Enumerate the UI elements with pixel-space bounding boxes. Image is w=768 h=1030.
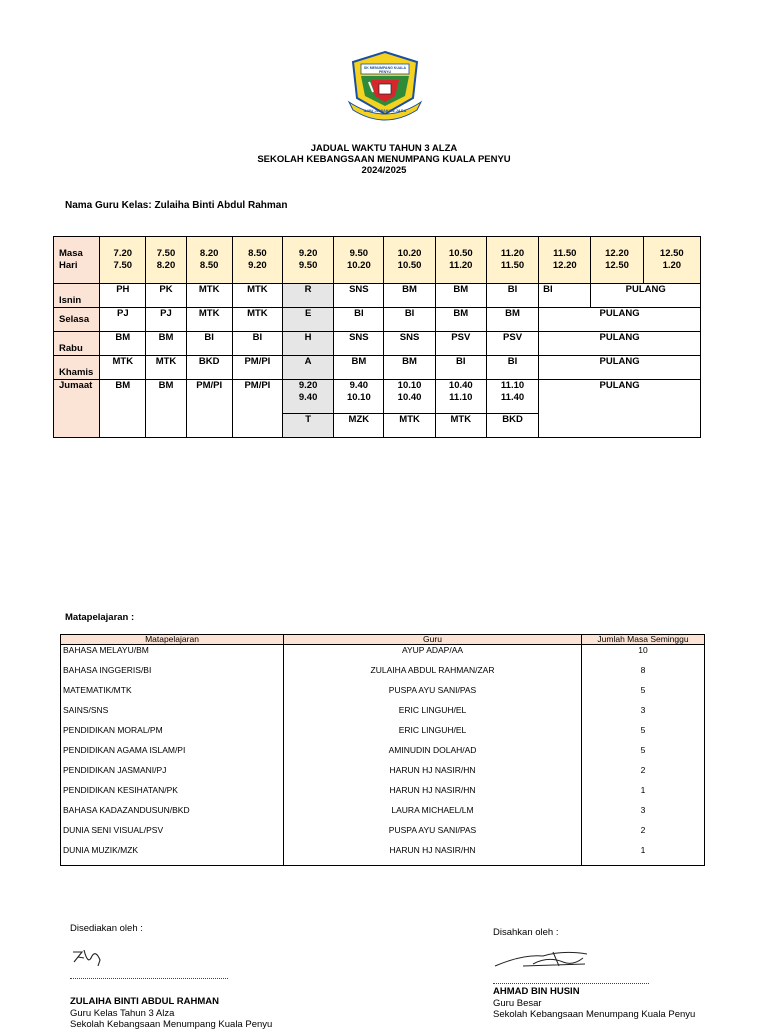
lesson-cell: PJ — [146, 308, 186, 332]
day-jumaat: Jumaat — [54, 380, 100, 438]
weekly-periods: 5 — [582, 685, 705, 705]
lesson-cell: BI — [486, 284, 538, 308]
teacher-name: ERIC LINGUH/EL — [284, 725, 582, 745]
friday-time-slot: 9.20 9.40 — [283, 380, 334, 414]
lesson-cell: BM — [100, 380, 146, 438]
timetable-title: JADUAL WAKTU TAHUN 3 ALZA — [310, 143, 458, 154]
time-slot: 8.20 8.50 — [186, 237, 232, 284]
class-teacher-name: Nama Guru Kelas: Zulaiha Binti Abdul Rahman — [65, 200, 288, 211]
subject-name: BAHASA MELAYU/BM — [61, 645, 284, 666]
approved-by-name: AHMAD BIN HUSIN — [493, 986, 580, 997]
day-selasa: Selasa — [54, 308, 100, 332]
header-masa-hari: Masa Hari — [54, 237, 100, 284]
teacher-name: AMINUDIN DOLAH/AD — [284, 745, 582, 765]
logo-motto: ILMU JAWAKAN JASA — [363, 108, 407, 113]
lesson-cell: BM — [384, 356, 435, 380]
table-row — [61, 745, 705, 765]
table-row — [61, 705, 705, 725]
friday-time-slot: 11.10 11.40 — [486, 380, 538, 414]
lesson-cell: PSV — [486, 332, 538, 356]
time-slot: 9.50 10.20 — [334, 237, 384, 284]
rehat-cell: E — [283, 308, 334, 332]
lesson-cell: BM — [100, 332, 146, 356]
prepared-signature-line — [70, 978, 228, 979]
lesson-cell: MTK — [146, 356, 186, 380]
approved-signature-line — [493, 983, 649, 984]
weekly-periods: 2 — [582, 765, 705, 785]
subject-name: PENDIDIKAN JASMANI/PJ — [61, 765, 284, 785]
teacher-name: HARUN HJ NASIR/HN — [284, 765, 582, 785]
pulang-cell: PULANG — [591, 284, 701, 308]
subject-name: SAINS/SNS — [61, 705, 284, 725]
time-slot: 7.50 8.20 — [146, 237, 186, 284]
column-header: Guru — [284, 635, 582, 645]
column-header: Matapelajaran — [61, 635, 284, 645]
lesson-cell: BI — [435, 356, 486, 380]
lesson-cell: BI — [334, 308, 384, 332]
lesson-cell: MTK — [100, 356, 146, 380]
lesson-cell: PSV — [435, 332, 486, 356]
lesson-cell: MTK — [186, 308, 232, 332]
teacher-name: PUSPA AYU SANI/PAS — [284, 825, 582, 845]
friday-time-slot: 9.40 10.10 — [334, 380, 384, 414]
lesson-cell: PM/PI — [232, 356, 282, 380]
approved-by-label: Disahkan oleh : — [493, 927, 559, 938]
subject-name: MATEMATIK/MTK — [61, 685, 284, 705]
lesson-cell: BKD — [486, 414, 538, 438]
lesson-cell: BM — [146, 332, 186, 356]
prepared-by-label: Disediakan oleh : — [70, 923, 143, 934]
day-khamis: Khamis — [54, 356, 100, 380]
lesson-cell: BI — [486, 356, 538, 380]
lesson-cell: SNS — [384, 332, 435, 356]
subject-name: PENDIDIKAN MORAL/PM — [61, 725, 284, 745]
teacher-name: HARUN HJ NASIR/HN — [284, 845, 582, 866]
approved-by-school: Sekolah Kebangsaan Menumpang Kuala Penyu — [493, 1009, 696, 1020]
subjects-table — [60, 634, 705, 866]
teacher-name: ZULAIHA ABDUL RAHMAN/ZAR — [284, 665, 582, 685]
approved-signature — [493, 946, 589, 972]
weekly-periods: 8 — [582, 665, 705, 685]
lesson-cell: BM — [146, 380, 186, 438]
prepared-signature — [70, 946, 106, 972]
approved-by-role: Guru Besar — [493, 998, 542, 1009]
subjects-label: Matapelajaran : — [65, 612, 135, 623]
subject-name: PENDIDIKAN KESIHATAN/PK — [61, 785, 284, 805]
subject-name: PENDIDIKAN AGAMA ISLAM/PI — [61, 745, 284, 765]
lesson-cell: BI — [186, 332, 232, 356]
lesson-cell: MTK — [232, 308, 282, 332]
logo-banner-text: SK MENUMPANG KUALA PENYU — [363, 66, 407, 74]
subject-name: BAHASA INGGERIS/BI — [61, 665, 284, 685]
pulang-cell: PULANG — [539, 356, 701, 380]
lesson-cell: MZK — [334, 414, 384, 438]
friday-time-slot: 10.40 11.10 — [435, 380, 486, 414]
lesson-cell: SNS — [334, 284, 384, 308]
pulang-cell: PULANG — [539, 332, 701, 356]
prepared-by-school: Sekolah Kebangsaan Menumpang Kuala Penyu — [70, 1019, 273, 1030]
table-row — [61, 805, 705, 825]
lesson-cell: SNS — [334, 332, 384, 356]
prepared-by-name: ZULAIHA BINTI ABDUL RAHMAN — [70, 996, 219, 1007]
school-name: SEKOLAH KEBANGSAAN MENUMPANG KUALA PENYU — [257, 154, 511, 165]
lesson-cell: BKD — [186, 356, 232, 380]
time-slot: 12.50 1.20 — [643, 237, 700, 284]
pulang-cell: PULANG — [539, 308, 701, 332]
rehat-cell: A — [283, 356, 334, 380]
day-isnin: Isnin — [54, 284, 100, 308]
weekly-periods: 5 — [582, 745, 705, 765]
time-slot: 11.20 11.50 — [486, 237, 538, 284]
table-row — [61, 685, 705, 705]
table-row — [61, 665, 705, 685]
teacher-name: AYUP ADAP/AA — [284, 645, 582, 666]
column-header: Jumlah Masa Seminggu — [582, 635, 705, 645]
rehat-cell: T — [283, 414, 334, 438]
subject-name: BAHASA KADAZANDUSUN/BKD — [61, 805, 284, 825]
lesson-cell: PH — [100, 284, 146, 308]
lesson-cell: BM — [435, 284, 486, 308]
time-slot: 9.20 9.50 — [283, 237, 334, 284]
lesson-cell: PJ — [100, 308, 146, 332]
lesson-cell: MTK — [232, 284, 282, 308]
pulang-cell: PULANG — [539, 380, 701, 438]
weekly-periods: 2 — [582, 825, 705, 845]
table-row — [61, 765, 705, 785]
lesson-cell: MTK — [435, 414, 486, 438]
lesson-cell: BI — [384, 308, 435, 332]
lesson-cell: BM — [486, 308, 538, 332]
teacher-name: PUSPA AYU SANI/PAS — [284, 685, 582, 705]
teacher-name: ERIC LINGUH/EL — [284, 705, 582, 725]
prepared-by-role: Guru Kelas Tahun 3 Alza — [70, 1008, 175, 1019]
weekly-periods: 1 — [582, 845, 705, 866]
weekly-periods: 3 — [582, 705, 705, 725]
lesson-cell: BM — [384, 284, 435, 308]
rehat-cell: R — [283, 284, 334, 308]
time-slot: 7.20 7.50 — [100, 237, 146, 284]
lesson-cell: BM — [334, 356, 384, 380]
day-rabu: Rabu — [54, 332, 100, 356]
lesson-cell: BM — [435, 308, 486, 332]
table-row — [61, 785, 705, 805]
lesson-cell: BI — [232, 332, 282, 356]
time-slot: 12.20 12.50 — [591, 237, 643, 284]
time-slot: 10.50 11.20 — [435, 237, 486, 284]
subject-name: DUNIA SENI VISUAL/PSV — [61, 825, 284, 845]
subject-name: DUNIA MUZIK/MZK — [61, 845, 284, 866]
table-row — [61, 645, 705, 666]
time-slot: 10.20 10.50 — [384, 237, 435, 284]
school-year: 2024/2025 — [361, 165, 407, 176]
table-row — [61, 725, 705, 745]
lesson-cell: PM/PI — [186, 380, 232, 438]
teacher-name: LAURA MICHAEL/LM — [284, 805, 582, 825]
teacher-name: HARUN HJ NASIR/HN — [284, 785, 582, 805]
lesson-cell: PK — [146, 284, 186, 308]
lesson-cell: BI — [539, 284, 591, 308]
time-slot: 11.50 12.20 — [539, 237, 591, 284]
lesson-cell: MTK — [384, 414, 435, 438]
weekly-periods: 3 — [582, 805, 705, 825]
table-row — [61, 825, 705, 845]
table-row — [61, 845, 705, 866]
rehat-cell: H — [283, 332, 334, 356]
weekly-periods: 1 — [582, 785, 705, 805]
time-slot: 8.50 9.20 — [232, 237, 282, 284]
weekly-periods: 5 — [582, 725, 705, 745]
lesson-cell: MTK — [186, 284, 232, 308]
lesson-cell: PM/PI — [232, 380, 282, 438]
friday-time-slot: 10.10 10.40 — [384, 380, 435, 414]
weekly-periods: 10 — [582, 645, 705, 666]
timetable — [53, 236, 701, 438]
